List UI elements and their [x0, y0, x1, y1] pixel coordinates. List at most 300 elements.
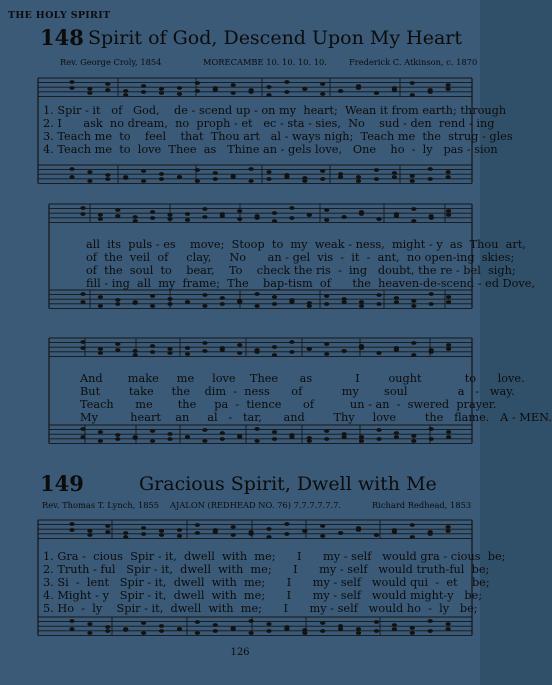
system-148-3-notehead	[446, 347, 451, 351]
system-148-1-notehead	[195, 81, 200, 85]
system-148-2-notehead	[133, 300, 138, 304]
hymn-148-number: 148	[40, 25, 84, 50]
system-148-1-notehead	[213, 86, 218, 90]
system-148-3-notehead	[202, 349, 207, 353]
system-149-1-notehead	[69, 522, 74, 526]
system-148-3-notehead	[446, 435, 451, 439]
system-149-1-notehead	[374, 629, 379, 633]
system-148-1-notehead	[446, 175, 451, 179]
system-148-2-notehead	[167, 213, 172, 217]
system-148-1-notehead	[302, 179, 307, 183]
system-149-1-notehead	[410, 535, 415, 539]
hymn-148-system-2-verse-4: fill - ing all my frame; The bap-tism of the heaven-de-scend - ed Dove,	[86, 277, 536, 290]
system-148-3-notehead	[220, 431, 225, 435]
system-149-1-notehead	[123, 535, 128, 539]
system-148-3-notehead	[324, 437, 329, 441]
hymn-148-system-1-verse-1: 1. Spir - it of God, de - scend up - on my heart; Wean it from earth; through	[43, 104, 507, 117]
system-148-2-notehead	[446, 209, 451, 213]
system-148-3-notehead	[429, 437, 434, 441]
system-148-2-notehead	[446, 213, 451, 217]
system-149-1-notehead	[159, 533, 164, 537]
system-148-2-notehead	[376, 217, 381, 221]
system-148-2-notehead	[376, 302, 381, 306]
system-148-1-notehead	[392, 88, 397, 92]
system-148-1-notehead	[249, 167, 254, 171]
system-148-2-notehead	[115, 298, 120, 302]
system-148-1-notehead	[123, 175, 128, 179]
system-149-1-notehead	[87, 631, 92, 635]
system-148-3-notehead	[150, 350, 155, 354]
system-148-2-notehead	[394, 296, 399, 300]
system-148-3-notehead	[324, 352, 329, 356]
system-148-3-notehead	[429, 427, 434, 431]
system-148-1-notehead	[195, 89, 200, 93]
system-148-2-notehead	[185, 300, 190, 304]
system-148-1-notehead	[105, 88, 110, 92]
system-148-3-notehead	[411, 353, 416, 357]
system-149-1-notehead	[159, 624, 164, 628]
system-148-3-notehead	[80, 346, 85, 350]
hymn-148-composer: Frederick C. Atkinson, c. 1870	[349, 57, 478, 67]
system-149-1-notehead	[410, 626, 415, 630]
system-149-1-notehead	[177, 528, 182, 532]
system-148-2-notehead	[185, 212, 190, 216]
system-149-1-notehead	[105, 629, 110, 633]
system-148-1-notehead	[284, 175, 289, 179]
page-number: 126	[230, 647, 250, 658]
system-148-2-notehead	[80, 300, 85, 304]
section-title: THE HOLY SPIRIT	[8, 10, 111, 21]
system-148-1-notehead	[231, 83, 236, 87]
system-148-3-notehead	[133, 435, 138, 439]
system-148-2-notehead	[289, 300, 294, 304]
system-148-3-notehead	[202, 428, 207, 432]
system-148-2-notehead	[359, 304, 364, 308]
system-148-1-notehead	[213, 177, 218, 181]
system-149-1-notehead	[446, 622, 451, 626]
system-148-1-notehead	[159, 87, 164, 91]
system-149-1-notehead	[87, 529, 92, 533]
system-148-2-notehead	[167, 217, 172, 221]
system-148-3-notehead	[289, 340, 294, 344]
system-149-1-notehead	[356, 528, 361, 532]
system-148-3-notehead	[202, 439, 207, 443]
hymn-148-system-1-verse-2: 2. I ask no dream, no proph - et ec - sta - sies, No sud - den rend - ing	[43, 117, 495, 130]
system-148-1-notehead	[428, 177, 433, 181]
system-148-1-notehead	[410, 174, 415, 178]
system-148-2-notehead	[150, 216, 155, 220]
system-149-1-notehead	[320, 629, 325, 633]
system-148-3-notehead	[289, 350, 294, 354]
system-148-2-notehead	[272, 302, 277, 306]
system-149-1-notehead	[141, 532, 146, 536]
system-148-3-notehead	[80, 435, 85, 439]
system-148-3-notehead	[185, 435, 190, 439]
system-149-1-notehead	[69, 627, 74, 631]
system-148-1-notehead	[284, 80, 289, 84]
hymn-148-system-3-verse-3: Teach me the pa - tience of un - an - swered prayer.	[80, 398, 497, 411]
system-149-1-notehead	[213, 629, 218, 633]
system-148-3-notehead	[359, 435, 364, 439]
system-149-1-notehead	[428, 532, 433, 536]
system-148-2-notehead	[98, 217, 103, 221]
system-149-1-notehead	[159, 629, 164, 633]
system-148-3-notehead	[411, 341, 416, 345]
system-148-2-notehead	[115, 302, 120, 306]
system-148-1-notehead	[87, 179, 92, 183]
system-148-2-notehead	[342, 215, 347, 219]
system-148-2-notehead	[167, 302, 172, 306]
system-148-1-notehead	[231, 91, 236, 95]
system-148-2-notehead	[255, 304, 260, 308]
system-148-3-notehead	[289, 435, 294, 439]
system-148-2-notehead	[324, 208, 329, 212]
system-148-3-notehead	[446, 430, 451, 434]
system-148-2-notehead	[237, 217, 242, 221]
system-149-1-notehead	[266, 622, 271, 626]
system-148-1-notehead	[141, 179, 146, 183]
system-149-1-notehead	[266, 629, 271, 633]
system-149-1-notehead	[320, 534, 325, 538]
system-148-3-notehead	[411, 434, 416, 438]
system-148-3-notehead	[98, 351, 103, 355]
system-148-2-notehead	[272, 211, 277, 215]
system-148-1-notehead	[320, 169, 325, 173]
system-148-1-notehead	[374, 168, 379, 172]
system-148-2-notehead	[255, 214, 260, 218]
system-148-1-notehead	[159, 177, 164, 181]
system-148-2-notehead	[220, 302, 225, 306]
system-148-1-notehead	[446, 87, 451, 91]
system-149-1-notehead	[123, 627, 128, 631]
system-148-1-notehead	[159, 172, 164, 176]
system-148-1-notehead	[266, 177, 271, 181]
system-148-3-notehead	[115, 342, 120, 346]
system-148-2-notehead	[202, 304, 207, 308]
system-148-2-notehead	[133, 215, 138, 219]
system-148-3-notehead	[150, 439, 155, 443]
system-148-3-notehead	[115, 437, 120, 441]
system-149-1-notehead	[392, 627, 397, 631]
system-148-1-notehead	[123, 93, 128, 97]
system-148-3-notehead	[220, 437, 225, 441]
system-148-3-notehead	[272, 353, 277, 357]
system-149-1-notehead	[320, 524, 325, 528]
system-148-3-notehead	[220, 346, 225, 350]
system-149-1-notehead	[213, 623, 218, 627]
system-148-3-notehead	[272, 345, 277, 349]
system-149-1-notehead	[446, 525, 451, 529]
system-148-2-notehead	[185, 218, 190, 222]
system-148-1-notehead	[249, 88, 254, 92]
system-148-2-notehead	[220, 296, 225, 300]
system-148-3-notehead	[342, 435, 347, 439]
system-148-2-notehead	[359, 300, 364, 304]
system-148-3-notehead	[80, 427, 85, 431]
hymn-149-number: 149	[40, 471, 84, 496]
system-148-1-notehead	[87, 170, 92, 174]
system-148-3-notehead	[150, 344, 155, 348]
system-148-2-notehead	[446, 295, 451, 299]
system-148-1-notehead	[195, 179, 200, 183]
system-148-2-notehead	[359, 212, 364, 216]
system-149-1-notehead	[177, 534, 182, 538]
system-148-3-notehead	[167, 432, 172, 436]
system-148-3-notehead	[202, 341, 207, 345]
system-148-3-notehead	[394, 348, 399, 352]
system-148-2-notehead	[394, 214, 399, 218]
system-148-2-notehead	[429, 292, 434, 296]
system-148-1-notehead	[302, 87, 307, 91]
system-149-1-notehead	[392, 530, 397, 534]
system-148-1-notehead	[356, 175, 361, 179]
system-149-1-notehead	[266, 527, 271, 531]
system-148-2-notehead	[307, 213, 312, 217]
system-149-1-notehead	[392, 623, 397, 627]
system-148-2-notehead	[429, 302, 434, 306]
system-148-1-notehead	[320, 92, 325, 96]
system-148-2-notehead	[150, 294, 155, 298]
system-148-2-notehead	[324, 218, 329, 222]
system-148-2-notehead	[150, 210, 155, 214]
system-148-1-notehead	[105, 173, 110, 177]
system-148-1-notehead	[105, 177, 110, 181]
system-148-3-notehead	[359, 439, 364, 443]
system-148-1-notehead	[123, 89, 128, 93]
system-148-1-notehead	[231, 175, 236, 179]
system-148-2-notehead	[98, 213, 103, 217]
hymn-149-verse-4: 4. Might - y Spir - it, dwell with me; I my - self would might-y be;	[43, 589, 483, 602]
system-148-2-notehead	[411, 299, 416, 303]
system-148-3-notehead	[237, 435, 242, 439]
system-148-2-notehead	[324, 294, 329, 298]
system-148-3-notehead	[394, 431, 399, 435]
system-148-2-notehead	[80, 292, 85, 296]
system-149-1-notehead	[159, 529, 164, 533]
system-148-3-notehead	[376, 351, 381, 355]
system-148-2-notehead	[98, 295, 103, 299]
system-148-3-notehead	[255, 439, 260, 443]
system-148-1-notehead	[141, 84, 146, 88]
hymn-148-system-3-verse-2: But take the dim - ness of my soul a - way.	[80, 385, 515, 398]
hymn-148-system-2-verse-2: of the veil of clay, No an - gel vis - it - ant, no open-ing skies;	[86, 251, 515, 264]
system-149-1-notehead	[69, 528, 74, 532]
system-148-1-notehead	[410, 179, 415, 183]
system-148-2-notehead	[202, 215, 207, 219]
system-148-2-notehead	[446, 300, 451, 304]
system-148-2-notehead	[411, 304, 416, 308]
system-148-3-notehead	[98, 347, 103, 351]
system-149-1-notehead	[105, 625, 110, 629]
system-149-1-notehead	[231, 533, 236, 537]
system-149-1-notehead	[141, 631, 146, 635]
system-149-1-notehead	[410, 523, 415, 527]
hymn-149-verse-3: 3. Si - lent Spir - it, dwell with me; I my - self would qui - et be;	[43, 576, 490, 589]
system-148-2-notehead	[202, 293, 207, 297]
system-148-1-notehead	[428, 167, 433, 171]
system-148-1-notehead	[356, 179, 361, 183]
system-148-1-notehead	[177, 175, 182, 179]
system-148-3-notehead	[185, 346, 190, 350]
system-148-2-notehead	[411, 219, 416, 223]
system-148-3-notehead	[80, 340, 85, 344]
system-148-1-notehead	[69, 86, 74, 90]
system-148-1-notehead	[87, 91, 92, 95]
system-148-1-notehead	[266, 93, 271, 97]
system-148-2-notehead	[289, 216, 294, 220]
system-148-2-notehead	[167, 297, 172, 301]
system-148-3-notehead	[394, 435, 399, 439]
system-149-1-notehead	[87, 622, 92, 626]
system-148-3-notehead	[446, 343, 451, 347]
system-149-1-notehead	[195, 523, 200, 527]
system-148-3-notehead	[133, 353, 138, 357]
hymn-149-title: Gracious Spirit, Dwell with Me	[139, 473, 437, 495]
hymn-148-system-2-verse-1: all its puls - es move; Stoop to my weak - ness, might - y as Thou art,	[86, 238, 526, 251]
system-148-2-notehead	[272, 295, 277, 299]
system-149-1-notehead	[356, 631, 361, 635]
system-149-1-notehead	[141, 621, 146, 625]
system-148-2-notehead	[202, 207, 207, 211]
system-149-1-notehead	[374, 533, 379, 537]
system-149-1-notehead	[249, 631, 254, 635]
system-148-3-notehead	[237, 343, 242, 347]
system-148-3-notehead	[342, 349, 347, 353]
system-148-1-notehead	[446, 83, 451, 87]
system-148-3-notehead	[359, 346, 364, 350]
system-148-3-notehead	[324, 429, 329, 433]
system-148-1-notehead	[213, 171, 218, 175]
system-149-1-notehead	[338, 531, 343, 535]
system-148-2-notehead	[429, 216, 434, 220]
system-148-3-notehead	[376, 428, 381, 432]
system-149-1-notehead	[428, 629, 433, 633]
system-149-1-notehead	[213, 528, 218, 532]
system-148-3-notehead	[307, 347, 312, 351]
system-149-1-notehead	[446, 529, 451, 533]
system-148-2-notehead	[98, 304, 103, 308]
system-148-2-notehead	[394, 300, 399, 304]
hymn-148-title: Spirit of God, Descend Upon My Heart	[88, 27, 462, 49]
system-148-1-notehead	[195, 168, 200, 172]
system-148-2-notehead	[150, 304, 155, 308]
system-149-1-notehead	[320, 621, 325, 625]
system-149-1-notehead	[195, 631, 200, 635]
system-149-1-notehead	[105, 524, 110, 528]
system-148-1-notehead	[141, 169, 146, 173]
system-148-2-notehead	[115, 208, 120, 212]
system-149-1-notehead	[195, 620, 200, 624]
system-148-3-notehead	[167, 437, 172, 441]
system-148-1-notehead	[410, 81, 415, 85]
system-148-1-notehead	[69, 167, 74, 171]
system-149-1-notehead	[410, 631, 415, 635]
system-149-1-notehead	[177, 627, 182, 631]
system-148-1-notehead	[428, 90, 433, 94]
system-148-2-notehead	[115, 214, 120, 218]
system-148-1-notehead	[356, 86, 361, 90]
system-148-1-notehead	[446, 170, 451, 174]
hymn-148-system-1-verse-3: 3. Teach me to feel that Thou art al - ways nigh; Teach me the strug - gles	[43, 130, 513, 143]
system-148-1-notehead	[320, 177, 325, 181]
system-148-3-notehead	[98, 439, 103, 443]
system-149-1-notehead	[195, 531, 200, 535]
system-149-1-notehead	[105, 530, 110, 534]
system-148-2-notehead	[376, 293, 381, 297]
hymn-148-system-3-verse-1: And make me love Thee as I ought to love.	[80, 372, 525, 385]
system-148-1-notehead	[105, 82, 110, 86]
hymn-149-tune: AJALON (REDHEAD NO. 76) 7.7.7.7.7.7.	[170, 500, 342, 510]
system-148-3-notehead	[272, 430, 277, 434]
system-148-2-notehead	[255, 292, 260, 296]
system-148-1-notehead	[392, 171, 397, 175]
system-149-1-notehead	[249, 619, 254, 623]
system-148-2-notehead	[237, 209, 242, 213]
hymn-149-verse-5: 5. Ho - ly Spir - it, dwell with me; I my - self would ho - ly be;	[43, 602, 478, 615]
system-148-3-notehead	[115, 433, 120, 437]
system-149-1-notehead	[356, 627, 361, 631]
system-148-1-notehead	[69, 80, 74, 84]
hymn-148-system-2-verse-3: of the soul to bear, To check the ris - ing doubt, the re - bel sigh;	[86, 264, 516, 277]
hymn-149-composer: Richard Redhead, 1853	[372, 500, 472, 510]
system-149-1-notehead	[374, 620, 379, 624]
system-148-3-notehead	[167, 347, 172, 351]
system-148-3-notehead	[272, 437, 277, 441]
system-148-1-notehead	[392, 175, 397, 179]
hymn-148-system-3-verse-4: My heart an al - tar, and Thy love the flame. A - MEN.	[80, 411, 552, 424]
system-149-1-notehead	[123, 531, 128, 535]
system-148-3-notehead	[324, 342, 329, 346]
system-148-3-notehead	[376, 437, 381, 441]
system-148-1-notehead	[249, 179, 254, 183]
system-148-2-notehead	[289, 206, 294, 210]
system-148-3-notehead	[167, 351, 172, 355]
system-148-1-notehead	[338, 89, 343, 93]
system-148-2-notehead	[272, 219, 277, 223]
system-148-2-notehead	[324, 302, 329, 306]
system-149-1-notehead	[302, 529, 307, 533]
system-148-3-notehead	[411, 439, 416, 443]
system-148-3-notehead	[255, 427, 260, 431]
hymn-148-tune: MORECAMBE 10. 10. 10. 10.	[203, 57, 327, 67]
system-148-2-notehead	[307, 304, 312, 308]
system-148-1-notehead	[374, 91, 379, 95]
system-148-1-notehead	[87, 87, 92, 91]
system-148-1-notehead	[177, 92, 182, 96]
system-148-1-notehead	[410, 93, 415, 97]
system-149-1-notehead	[284, 627, 289, 631]
system-148-2-notehead	[342, 300, 347, 304]
system-148-3-notehead	[185, 352, 190, 356]
system-148-1-notehead	[284, 90, 289, 94]
system-149-1-notehead	[87, 533, 92, 537]
system-148-3-notehead	[133, 349, 138, 353]
system-148-3-notehead	[98, 430, 103, 434]
system-148-1-notehead	[338, 175, 343, 179]
system-149-1-notehead	[446, 627, 451, 631]
system-148-2-notehead	[220, 212, 225, 216]
system-148-2-notehead	[133, 219, 138, 223]
system-148-3-notehead	[429, 350, 434, 354]
system-148-3-notehead	[150, 429, 155, 433]
system-148-1-notehead	[177, 86, 182, 90]
system-149-1-notehead	[141, 526, 146, 530]
hymn-148-author: Rev. George Croly, 1854	[60, 57, 162, 67]
system-148-3-notehead	[115, 348, 120, 352]
system-148-1-notehead	[159, 91, 164, 95]
system-148-1-notehead	[374, 177, 379, 181]
system-149-1-notehead	[231, 627, 236, 631]
